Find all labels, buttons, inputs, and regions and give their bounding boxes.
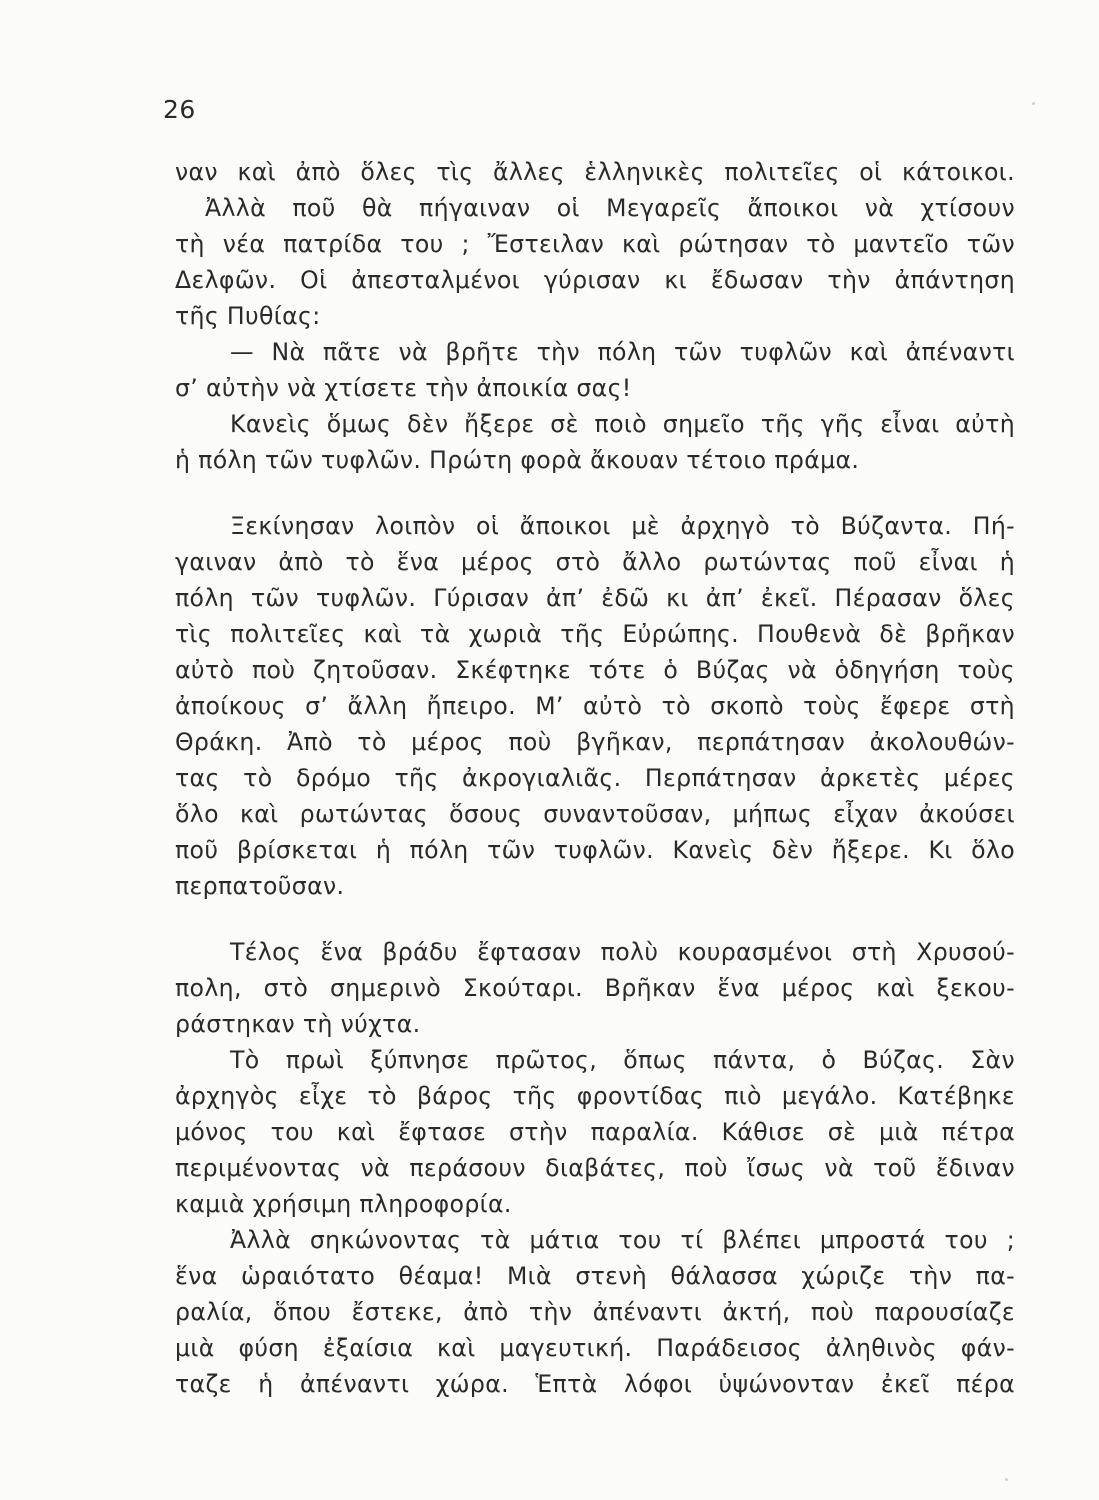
paper-speck (1032, 102, 1035, 105)
text-line: πολη, στὸ σημερινὸ Σκούταρι. Βρῆκαν ἕνα μέρος καὶ ξεκου- (175, 974, 1015, 1002)
text-line: Ξεκίνησαν λοιπὸν οἱ ἄποικοι μὲ ἀρχηγὸ τὸ Βύζαντα. Πή- (230, 512, 1015, 540)
text-line: τῆς Πυθίας: (175, 302, 321, 330)
page-number: 26 (163, 95, 196, 124)
text-line: — Νὰ πᾶτε νὰ βρῆτε τὴν πόλη τῶν τυφλῶν καὶ ἀπέναντι (230, 338, 1015, 366)
text-line: ἀρχηγὸς εἶχε τὸ βάρος τῆς φροντίδας πιὸ μεγάλο. Κατέβηκε (175, 1082, 1015, 1110)
text-line: καμιὰ χρήσιμη πληροφορία. (175, 1190, 512, 1218)
text-line: Ἀλλὰ σηκώνοντας τὰ μάτια του τί βλέπει μπροστά του ; (230, 1226, 1015, 1254)
text-line: γαιναν ἀπὸ τὸ ἕνα μέρος στὸ ἄλλο ρωτώντας ποῦ εἶναι ἡ (175, 548, 1015, 576)
text-line: πόλη τῶν τυφλῶν. Γύρισαν ἀπ’ ἐδῶ κι ἀπ’ ἐκεῖ. Πέρασαν ὅλες (175, 584, 1015, 612)
text-line: ἀποίκους σ’ ἄλλη ἤπειρο. Μ’ αὐτὸ τὸ σκοπὸ τοὺς ἔφερε στὴ (175, 692, 1015, 720)
text-line: περιμένοντας νὰ περάσουν διαβάτες, ποὺ ἴσως νὰ τοῦ ἔδιναν (175, 1154, 1015, 1182)
paper-speck (1005, 1478, 1008, 1481)
text-line: ποῦ βρίσκεται ἡ πόλη τῶν τυφλῶν. Κανεὶς δὲν ἤξερε. Κι ὅλο (175, 836, 1015, 864)
text-line: σ’ αὐτὴν νὰ χτίσετε τὴν ἀποικία σας! (175, 374, 632, 402)
text-line: Δελφῶν. Οἱ ἀπεσταλμένοι γύρισαν κι ἔδωσαν τὴν ἀπάντηση (175, 266, 1015, 294)
text-line: ταζε ἡ ἀπέναντι χώρα. Ἑπτὰ λόφοι ὑψώνονταν ἐκεῖ πέρα (175, 1370, 1015, 1398)
text-line: ραλία, ὅπου ἔστεκε, ἀπὸ τὴν ἀπέναντι ἀκτή, ποὺ παρουσίαζε (175, 1298, 1015, 1326)
text-line: ράστηκαν τὴ νύχτα. (175, 1010, 421, 1038)
text-line: περπατοῦσαν. (175, 872, 345, 900)
text-line: Θράκη. Ἀπὸ τὸ μέρος ποὺ βγῆκαν, περπάτησαν ἀκολουθών- (175, 728, 1015, 756)
text-line: Τὸ πρωὶ ξύπνησε πρῶτος, ὅπως πάντα, ὁ Βύζας. Σὰν (230, 1046, 1015, 1074)
text-line: μιὰ φύση ἐξαίσια καὶ μαγευτική. Παράδεισος ἀληθινὸς φάν- (175, 1334, 1015, 1362)
text-line: Κανεὶς ὅμως δὲν ἤξερε σὲ ποιὸ σημεῖο τῆς γῆς εἶναι αὐτὴ (230, 410, 1015, 438)
text-line: ναν καὶ ἀπὸ ὅλες τὶς ἄλλες ἑλληνικὲς πολιτεῖες οἱ κάτοικοι. (175, 158, 1015, 186)
text-line: Τέλος ἕνα βράδυ ἔφτασαν πολὺ κουρασμένοι στὴ Χρυσού- (230, 938, 1015, 966)
text-line: αὐτὸ ποὺ ζητοῦσαν. Σκέφτηκε τότε ὁ Βύζας νὰ ὁδηγήση τοὺς (175, 656, 1015, 684)
text-line: τας τὸ δρόμο τῆς ἀκρογιαλιᾶς. Περπάτησαν ἀρκετὲς μέρες (175, 764, 1015, 792)
text-line: ὅλο καὶ ρωτώντας ὅσους συναντοῦσαν, μήπως εἶχαν ἀκούσει (175, 800, 1015, 828)
text-line: τὴ νέα πατρίδα του ; Ἔστειλαν καὶ ρώτησαν τὸ μαντεῖο τῶν (175, 230, 1015, 258)
text-line: μόνος του καὶ ἔφτασε στὴν παραλία. Κάθισε σὲ μιὰ πέτρα (175, 1118, 1015, 1146)
text-line: ἕνα ὡραιότατο θέαμα! Μιὰ στενὴ θάλασσα χώριζε τὴν πα- (175, 1262, 1015, 1290)
text-line: Ἀλλὰ ποῦ θὰ πήγαιναν οἱ Μεγαρεῖς ἄποικοι νὰ χτίσουν (205, 194, 1015, 222)
text-line: τὶς πολιτεῖες καὶ τὰ χωριὰ τῆς Εὐρώπης. Πουθενὰ δὲ βρῆκαν (175, 620, 1015, 648)
text-line: ἡ πόλη τῶν τυφλῶν. Πρώτη φορὰ ἄκουαν τέτοιο πράμα. (175, 446, 860, 474)
